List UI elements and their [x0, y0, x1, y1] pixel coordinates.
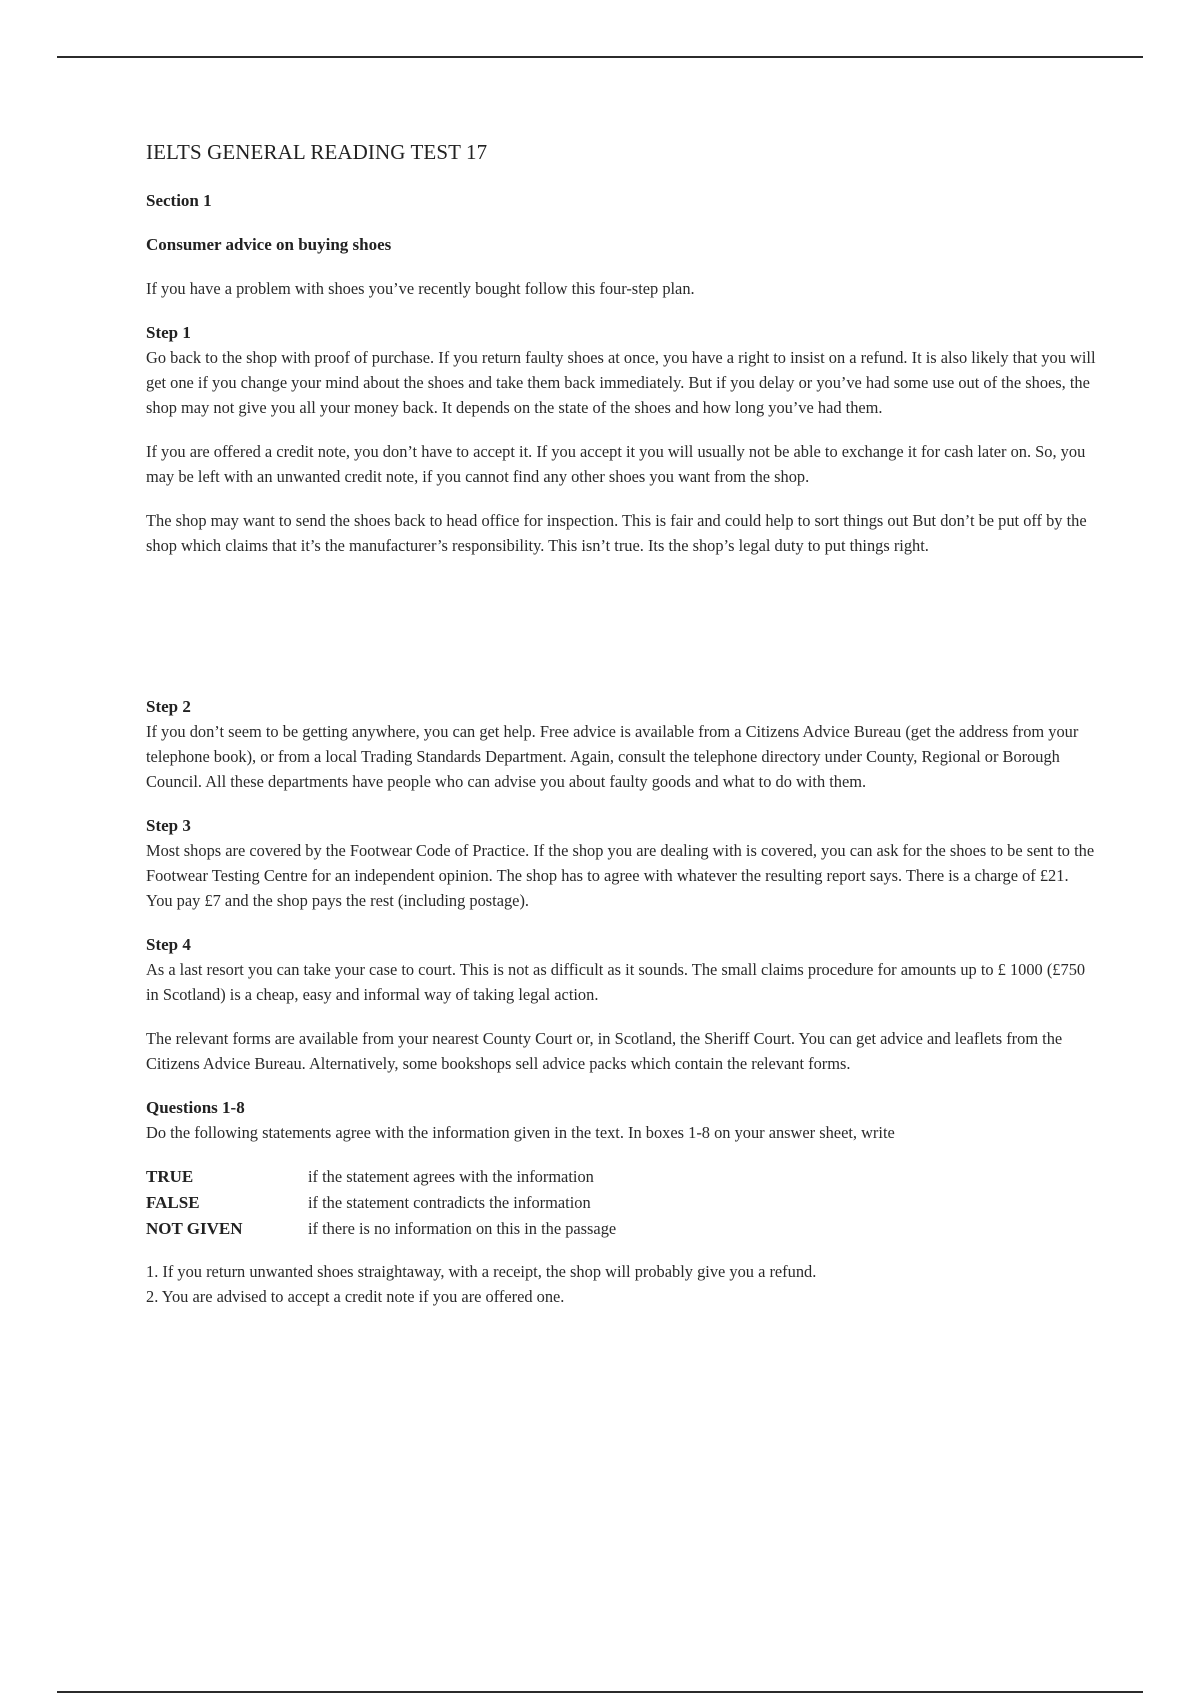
step-2-heading: Step 2 — [146, 697, 191, 716]
step-4-paragraph: As a last resort you can take your case to court. This is not as difficult as it sounds. The small claims procedure for amounts up to £ 1000 (£750 in Scotland) is a cheap, easy and informal way of taking legal action. — [146, 960, 1086, 1004]
document-title: IELTS GENERAL READING TEST 17 — [146, 140, 488, 164]
questions-heading: Questions 1-8 — [146, 1098, 245, 1117]
legend-term: FALSE — [146, 1193, 200, 1212]
legend-description: if there is no information on this in the passage — [308, 1219, 617, 1238]
question-item: 2. You are advised to accept a credit note if you are offered one. — [146, 1287, 565, 1306]
intro-paragraph: If you have a problem with shoes you’ve recently bought follow this four-step plan. — [146, 279, 695, 298]
step-4-paragraph: The relevant forms are available from your nearest County Court or, in Scotland, the Sheriff Court. You can get advice and leaflets from the Citizens Advice Bureau. Alternatively, some bookshops sell advice packs which contain the relevant forms. — [146, 1029, 1063, 1073]
step-3-heading: Step 3 — [146, 816, 191, 835]
step-1-paragraph: The shop may want to send the shoes back to head office for inspection. This is fair and could help to sort things out But don’t be put off by the shop which claims that it’s the manufacturer’s responsibility. This isn’t true. Its the shop’s legal duty to put things right. — [146, 511, 1087, 555]
legend-description: if the statement contradicts the information — [308, 1193, 591, 1212]
answer-legend — [146, 1164, 1096, 1242]
legend-description: if the statement agrees with the information — [308, 1167, 594, 1186]
legend-term: TRUE — [146, 1167, 194, 1186]
top-rule — [57, 56, 1143, 58]
questions-instruction: Do the following statements agree with the information given in the text. In boxes 1-8 on your answer sheet, write — [146, 1123, 895, 1142]
step-1-paragraph: Go back to the shop with proof of purchase. If you return faulty shoes at once, you have a right to insist on a refund. It is also likely that you will get one if you change your mind about the shoes and take them back immediately. But if you delay or you’ve had some use out of the shoes, the shop may not give you all your money back. It depends on the state of the shoes and how long you’ve had them. — [146, 348, 1096, 417]
document-body — [146, 140, 1096, 1309]
step-1-paragraph: If you are offered a credit note, you don’t have to accept it. If you accept it you will usually not be able to exchange it for cash later on. So, you may be left with an unwanted credit note, if you cannot find any other shoes you want from the shop. — [146, 442, 1086, 486]
article-title: Consumer advice on buying shoes — [146, 235, 392, 254]
step-4-heading: Step 4 — [146, 935, 191, 954]
section-label: Section 1 — [146, 191, 212, 210]
bottom-rule — [57, 1691, 1143, 1693]
step-2-paragraph: If you don’t seem to be getting anywhere, you can get help. Free advice is available from a Citizens Advice Bureau (get the address from your telephone book), or from a local Trading Standards Department. Again, consult the telephone directory under County, Regional or Borough Council. All these departments have people who can advise you about faulty goods and what to do with them. — [146, 722, 1079, 791]
legend-row — [146, 1164, 1096, 1190]
step-3-paragraph: Most shops are covered by the Footwear Code of Practice. If the shop you are dealing with is covered, you can ask for the shoes to be sent to the Footwear Testing Centre for an independent opinion. The shop has to agree with whatever the resulting report says. There is a charge of £21. You pay £7 and the shop pays the rest (including postage). — [146, 841, 1095, 910]
blank-space — [146, 577, 1096, 694]
legend-term: NOT GIVEN — [146, 1219, 243, 1238]
legend-row — [146, 1216, 1096, 1242]
step-1-heading: Step 1 — [146, 323, 191, 342]
question-item: 1. If you return unwanted shoes straightaway, with a receipt, the shop will probably give you a refund. — [146, 1262, 817, 1281]
legend-row — [146, 1190, 1096, 1216]
